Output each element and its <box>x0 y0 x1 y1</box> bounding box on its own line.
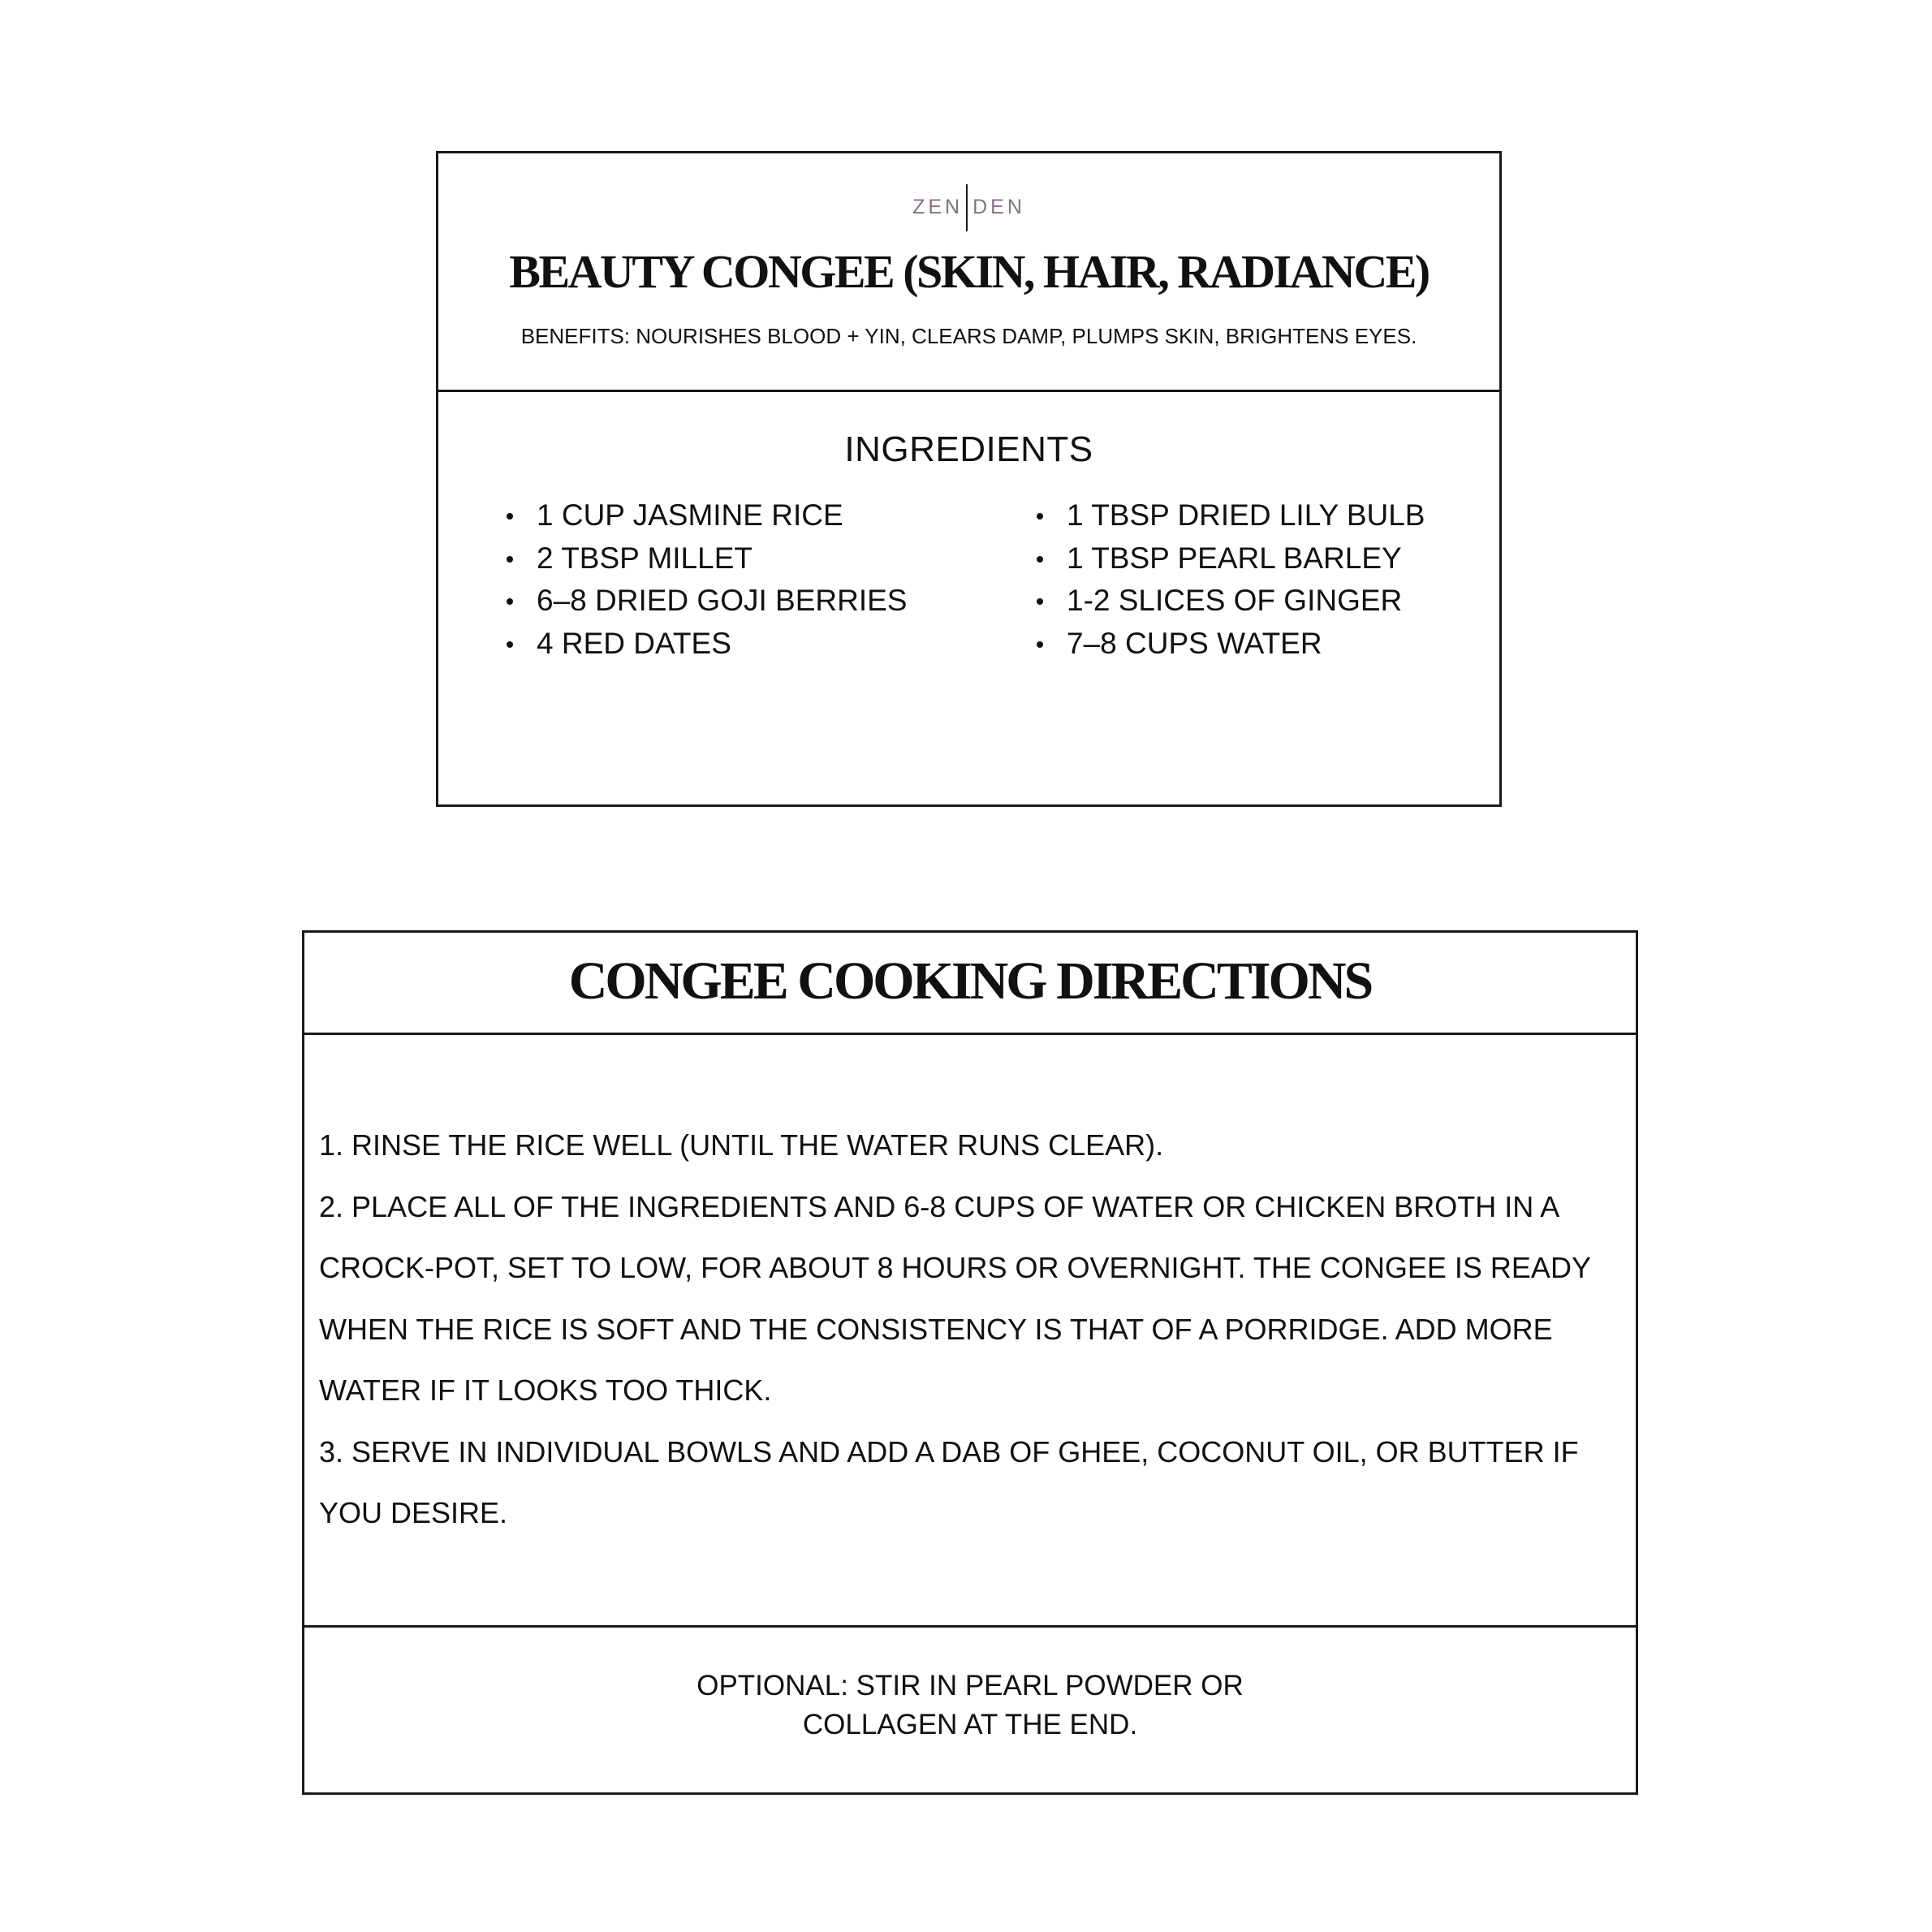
ingredients-list-left <box>498 494 907 665</box>
recipe-title: BEAUTY CONGEE (SKIN, HAIR, RADIANCE) <box>509 245 1429 298</box>
directions-title: CONGEE COOKING DIRECTIONS <box>568 951 1372 1011</box>
ingredient-item: 1-2 SLICES OF GINGER <box>1029 580 1425 623</box>
directions-header <box>304 933 1636 1035</box>
optional-note <box>304 1667 1636 1744</box>
logo-left-word: ZEN <box>912 196 964 218</box>
ingredients-heading: INGREDIENTS <box>844 429 1093 469</box>
ingredient-item: 1 TBSP DRIED LILY BULB <box>1029 494 1425 537</box>
recipe-header <box>438 153 1499 392</box>
ingredients-list-right <box>1029 494 1425 665</box>
ingredient-item: 4 RED DATES <box>498 623 907 666</box>
recipe-card <box>436 151 1502 807</box>
logo-divider <box>966 184 968 231</box>
ingredient-item: 7–8 CUPS WATER <box>1029 623 1425 666</box>
ingredient-item: 1 TBSP PEARL BARLEY <box>1029 537 1425 580</box>
direction-step: 3. SERVE IN INDIVIDUAL BOWLS AND ADD A DAB OF GHEE, COCONUT OIL, OR BUTTER IF YOU DESIRE. <box>319 1434 1579 1529</box>
ingredient-item: 1 CUP JASMINE RICE <box>498 494 907 537</box>
directions-card <box>302 930 1638 1795</box>
optional-note-section <box>304 1625 1636 1795</box>
directions-steps <box>319 1115 1626 1544</box>
ingredient-item: 2 TBSP MILLET <box>498 537 907 580</box>
direction-step: 1. RINSE THE RICE WELL (UNTIL THE WATER RUNS CLEAR). <box>319 1128 1164 1162</box>
zen-den-logo <box>438 184 1499 231</box>
optional-note-line: OPTIONAL: STIR IN PEARL POWDER OR <box>696 1670 1244 1701</box>
benefits-text: BENEFITS: NOURISHES BLOOD + YIN, CLEARS DAMP, PLUMPS SKIN, BRIGHTENS EYES. <box>520 324 1417 348</box>
ingredient-item: 6–8 DRIED GOJI BERRIES <box>498 580 907 623</box>
direction-step: 2. PLACE ALL OF THE INGREDIENTS AND 6-8 CUPS OF WATER OR CHICKEN BROTH IN A CROCK-POT, SET TO LOW, FOR ABOUT 8 HOURS OR OVERNIGHT. THE CONGEE IS READY WHEN THE RICE IS SOFT AND THE CONSISTENCY IS THAT OF A PORRIDGE. ADD MORE WATER IF IT LOOKS TOO THICK. <box>319 1189 1591 1407</box>
logo-right-word: DEN <box>972 196 1025 218</box>
optional-note-line: COLLAGEN AT THE END. <box>802 1709 1138 1740</box>
